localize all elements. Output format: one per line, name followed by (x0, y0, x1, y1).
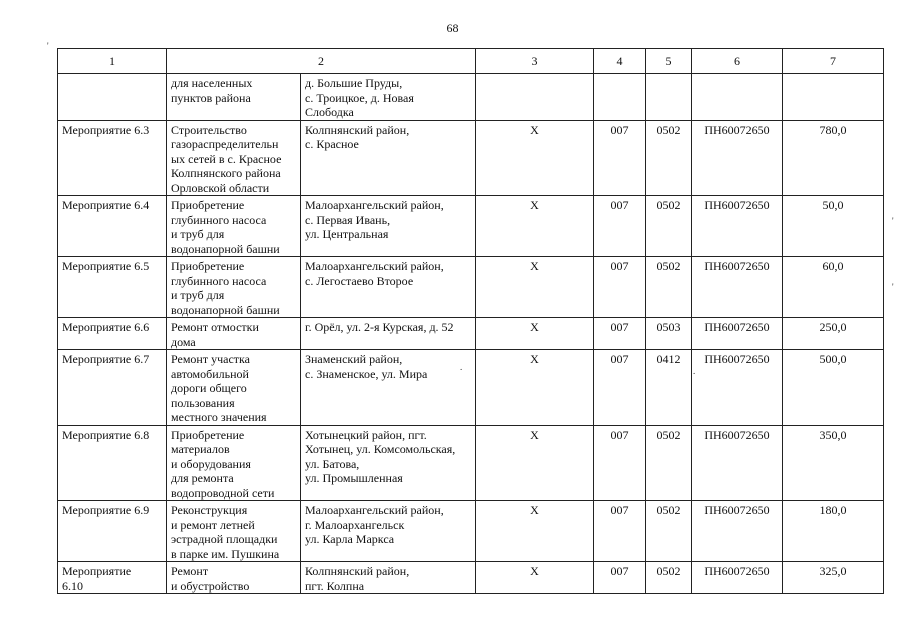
code-ministry-cell: 007 (594, 257, 646, 318)
table-row (58, 196, 884, 257)
row-label (58, 350, 167, 426)
location-line: Слободка (305, 105, 354, 119)
table-row (58, 257, 884, 318)
code-section-cell (646, 74, 692, 121)
location-line: с. Знаменское, ул. Мира (305, 366, 428, 381)
code-ministry-cell: 007 (594, 318, 646, 350)
location-line: Малоархангельский район, (305, 503, 444, 517)
location-line: ул. Центральная (305, 227, 389, 241)
activity-description (167, 501, 301, 562)
amount-cell: 60,0 (783, 257, 884, 318)
scan-speck: . (460, 362, 463, 372)
amount-cell: 780,0 (783, 120, 884, 196)
table-body (58, 49, 884, 594)
location-line: г. Орёл, ул. 2-я Курская, д. 52 (305, 320, 454, 334)
table-row (58, 562, 884, 594)
header-cell-2: 2 (167, 49, 476, 74)
activity-description-line: Ремонт (171, 564, 209, 578)
code-section-cell: 0502 (646, 196, 692, 257)
activity-description-line: и труб для (171, 227, 225, 241)
row-label-line: Мероприятие 6.7 (62, 352, 150, 366)
row-label (58, 74, 167, 121)
location-line: Колпнянский район, (305, 564, 410, 578)
activity-description-line: Орловской области (171, 180, 270, 195)
code-ministry-cell: 007 (594, 501, 646, 562)
location-line: Знаменский район, (305, 352, 403, 366)
activity-description-line: водопроводной сети (171, 485, 275, 500)
code-ministry-cell: 007 (594, 425, 646, 501)
row-label-line: Мероприятие 6.8 (62, 427, 150, 442)
row-label (58, 196, 167, 257)
location-line: пгт. Колпна (305, 578, 365, 593)
row-label (58, 257, 167, 318)
table-row (58, 425, 884, 501)
header-cell-3: 3 (476, 49, 594, 74)
mark-cell: X (476, 425, 594, 501)
location-line: д. Большие Пруды, (305, 76, 403, 90)
location (301, 562, 476, 594)
mark-cell: X (476, 257, 594, 318)
row-label (58, 120, 167, 196)
location (301, 501, 476, 562)
activity-description-line: в парке им. Пушкина (171, 546, 280, 561)
location-line: ул. Батова, (305, 456, 360, 471)
table-row (58, 501, 884, 562)
location (301, 257, 476, 318)
location (301, 120, 476, 196)
activity-description-line: глубинного насоса (171, 212, 267, 227)
header-cell-1: 1 (58, 49, 167, 74)
activity-description (167, 74, 301, 121)
activity-description-line: дороги общего (171, 381, 247, 395)
code-article-cell (692, 74, 783, 121)
location (301, 425, 476, 501)
activity-description-line: автомобильной (171, 366, 249, 381)
location-line: ул. Промышленная (305, 471, 403, 485)
activity-description (167, 257, 301, 318)
code-ministry-cell: 007 (594, 120, 646, 196)
amount-cell: 325,0 (783, 562, 884, 594)
mark-cell: X (476, 318, 594, 350)
mark-cell (476, 74, 594, 121)
activity-description-line: и труб для (171, 288, 225, 302)
amount-cell: 500,0 (783, 350, 884, 426)
code-section-cell: 0502 (646, 257, 692, 318)
row-label (58, 425, 167, 501)
row-label-line: 6.10 (62, 578, 83, 593)
code-article-cell: ПН60072650 (692, 562, 783, 594)
activity-description-line: местного значения (171, 410, 267, 424)
mark-cell: X (476, 120, 594, 196)
code-section-cell: 0502 (646, 120, 692, 196)
activity-description (167, 196, 301, 257)
location-line: Хотынецкий район, пгт. (305, 427, 427, 442)
location-line: с. Красное (305, 137, 359, 151)
activity-description (167, 120, 301, 196)
code-article-cell: ПН60072650 (692, 196, 783, 257)
code-section-cell: 0502 (646, 425, 692, 501)
location-line: Хотынец, ул. Комсомольская, (305, 442, 456, 456)
code-article-cell: ПН60072650 (692, 120, 783, 196)
header-cell-4: 4 (594, 49, 646, 74)
activity-description-line: и оборудования (171, 456, 251, 471)
location-line: г. Малоархангельск (305, 517, 405, 532)
code-ministry-cell (594, 74, 646, 121)
amount-cell: 50,0 (783, 196, 884, 257)
activity-description (167, 318, 301, 350)
page-number: 68 (446, 21, 459, 35)
activity-description-line: для ремонта (171, 471, 234, 485)
row-label-line: Мероприятие 6.4 (62, 198, 150, 212)
code-ministry-cell: 007 (594, 350, 646, 426)
header-cell-7: 7 (783, 49, 884, 74)
activity-description-line: дома (171, 334, 196, 349)
row-label-line: Мероприятие 6.6 (62, 320, 150, 334)
code-ministry-cell: 007 (594, 562, 646, 594)
activity-description-line: водонапорной башни (171, 302, 280, 317)
location-line: Колпнянский район, (305, 122, 410, 137)
budget-table (57, 48, 884, 594)
activity-description-line: Приобретение (171, 259, 245, 273)
location (301, 318, 476, 350)
amount-cell (783, 74, 884, 121)
scan-speck: . (693, 366, 696, 376)
activity-description-line: ых сетей в с. Красное (171, 151, 282, 166)
mark-cell: X (476, 562, 594, 594)
table-row (58, 120, 884, 196)
activity-description-line: водонапорной башни (171, 241, 280, 256)
activity-description-line: и обустройство (171, 578, 250, 593)
location (301, 74, 476, 121)
activity-description-line: и ремонт летней (171, 517, 255, 532)
table-row (58, 318, 884, 350)
code-article-cell: ПН60072650 (692, 501, 783, 562)
activity-description-line: газораспределительн (171, 137, 279, 151)
mark-cell: X (476, 501, 594, 562)
scan-speck: ' (892, 216, 894, 226)
code-section-cell: 0503 (646, 318, 692, 350)
activity-description (167, 562, 301, 594)
location-line: с. Троицкое, д. Новая (305, 90, 414, 105)
table-row (58, 74, 884, 121)
activity-description-line: Приобретение (171, 427, 245, 442)
amount-cell: 180,0 (783, 501, 884, 562)
row-label-line: Мероприятие 6.9 (62, 503, 150, 517)
location-line: Малоархангельский район, (305, 198, 444, 212)
activity-description-line: Приобретение (171, 198, 245, 212)
location-line: с. Первая Ивань, (305, 212, 391, 227)
activity-description-line: Ремонт отмостки (171, 320, 259, 334)
activity-description (167, 350, 301, 426)
code-section-cell: 0412 (646, 350, 692, 426)
code-article-cell: ПН60072650 (692, 257, 783, 318)
code-article-cell: ПН60072650 (692, 350, 783, 426)
code-section-cell: 0502 (646, 562, 692, 594)
activity-description-line: Строительство (171, 122, 247, 137)
row-label (58, 501, 167, 562)
row-label (58, 318, 167, 350)
table-row (58, 350, 884, 426)
code-section-cell: 0502 (646, 501, 692, 562)
header-cell-6: 6 (692, 49, 783, 74)
header-cell-5: 5 (646, 49, 692, 74)
scan-speck: ' (892, 282, 894, 292)
scan-speck: ' (47, 41, 49, 51)
header-row (58, 49, 884, 74)
activity-description-line: Колпнянского района (171, 166, 281, 180)
mark-cell: X (476, 196, 594, 257)
activity-description-line: Ремонт участка (171, 352, 251, 366)
code-ministry-cell: 007 (594, 196, 646, 257)
activity-description (167, 425, 301, 501)
activity-description-line: материалов (171, 442, 230, 456)
code-article-cell: ПН60072650 (692, 425, 783, 501)
row-label (58, 562, 167, 594)
code-article-cell: ПН60072650 (692, 318, 783, 350)
mark-cell: X (476, 350, 594, 426)
activity-description-line: эстрадной площадки (171, 532, 278, 546)
row-label-line: Мероприятие 6.5 (62, 259, 150, 273)
activity-description-line: для населенных (171, 76, 253, 90)
activity-description-line: глубинного насоса (171, 273, 267, 288)
amount-cell: 250,0 (783, 318, 884, 350)
location (301, 350, 476, 426)
row-label-line: Мероприятие (62, 564, 132, 578)
row-label-line: Мероприятие 6.3 (62, 122, 150, 137)
activity-description-line: Реконструкция (171, 503, 248, 517)
location-line: ул. Карла Маркса (305, 532, 395, 546)
amount-cell: 350,0 (783, 425, 884, 501)
location-line: с. Легостаево Второе (305, 273, 414, 288)
activity-description-line: пунктов района (171, 90, 251, 105)
location (301, 196, 476, 257)
activity-description-line: пользования (171, 395, 235, 410)
location-line: Малоархангельский район, (305, 259, 444, 273)
